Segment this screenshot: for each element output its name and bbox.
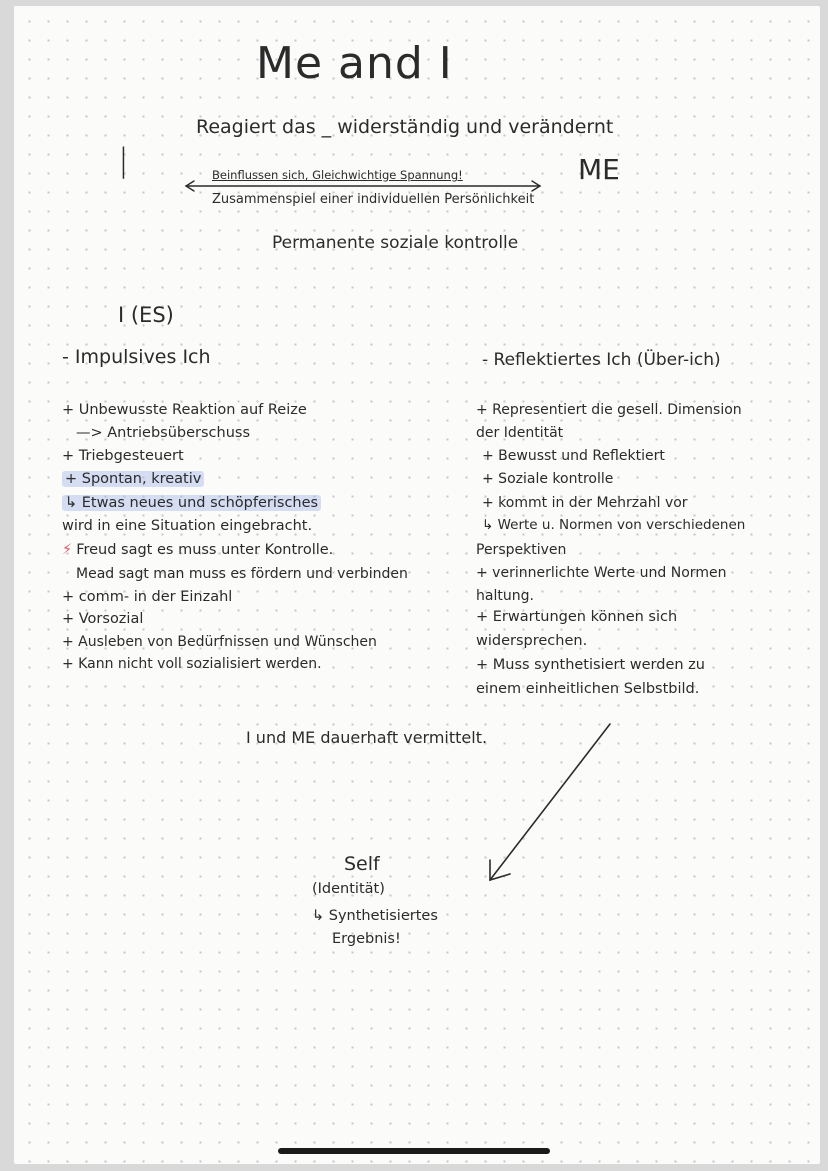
right-line-9: haltung. xyxy=(476,588,534,604)
left-line-2: —> Antriebsüberschuss xyxy=(76,425,251,441)
left-line-4 xyxy=(62,472,204,487)
right-line-4: + Soziale kontrolle xyxy=(482,471,614,487)
page-title: Me and I xyxy=(256,38,453,89)
home-indicator xyxy=(278,1148,550,1154)
right-line-2: der Identität xyxy=(476,425,564,441)
left-line-10: + Vorsozial xyxy=(62,611,144,627)
right-line-3: + Bewusst und Reflektiert xyxy=(482,448,665,464)
right-line-1: + Representiert die gesell. Dimension xyxy=(476,402,742,418)
identity-label: (Identität) xyxy=(312,881,385,897)
right-line-13: einem einheitlichen Selbstbild. xyxy=(476,681,700,697)
left-line-4-highlight: + Spontan, kreativ xyxy=(62,471,204,487)
interplay-text: Zusammenspiel einer individuellen Persönlichkeit xyxy=(212,192,535,207)
right-line-10: + Erwartungen können sich xyxy=(476,609,678,625)
left-line-3: + Triebgesteuert xyxy=(62,448,184,464)
left-line-8: Mead sagt man muss es fördern und verbinden xyxy=(76,566,408,582)
left-line-1: + Unbewusste Reaktion auf Reize xyxy=(62,402,307,418)
right-line-11: widersprechen. xyxy=(476,633,588,649)
subtitle: Reagiert das _ widerständig und verändernt xyxy=(196,116,614,138)
left-line-5 xyxy=(62,496,321,511)
left-line-12: + Kann nicht voll sozialisiert werden. xyxy=(62,656,322,672)
left-line-5-highlight: ↳ Etwas neues und schöpferisches xyxy=(62,495,321,511)
lightning-icon: ⚡ xyxy=(62,542,73,558)
mediation-text: I und ME dauerhaft vermittelt. xyxy=(246,728,488,747)
i-es-label: I (ES) xyxy=(118,303,174,327)
influence-arrow-text: Beinflussen sich, Gleichwichtige Spannung! xyxy=(212,168,463,182)
left-line-6: wird in eine Situation eingebracht. xyxy=(62,518,313,534)
left-line-9: + comm- in der Einzahl xyxy=(62,589,233,605)
result-line-2: Ergebnis! xyxy=(332,931,401,947)
left-line-11: + Ausleben von Bedürfnissen und Wünschen xyxy=(62,634,377,650)
right-line-7: Perspektiven xyxy=(476,542,567,558)
right-line-12: + Muss synthetisiert werden zu xyxy=(476,657,705,673)
left-marker: | xyxy=(118,141,129,179)
left-line-7 xyxy=(62,543,333,558)
right-line-6: ↳ Werte u. Normen von verschiedenen xyxy=(482,517,746,533)
left-line-7-text: Freud sagt es muss unter Kontrolle. xyxy=(76,542,334,558)
self-label: Self xyxy=(344,853,380,875)
reflective-heading: - Reflektiertes Ich (Über-ich) xyxy=(482,350,721,370)
social-control-text: Permanente soziale kontrolle xyxy=(272,233,519,253)
result-line-1: ↳ Synthetisiertes xyxy=(312,908,438,924)
right-line-5: + kommt in der Mehrzahl vor xyxy=(482,495,688,511)
impulsive-heading: - Impulsives Ich xyxy=(62,346,211,368)
right-line-8: + verinnerlichte Werte und Normen xyxy=(476,565,727,581)
me-label: ME xyxy=(578,153,620,186)
